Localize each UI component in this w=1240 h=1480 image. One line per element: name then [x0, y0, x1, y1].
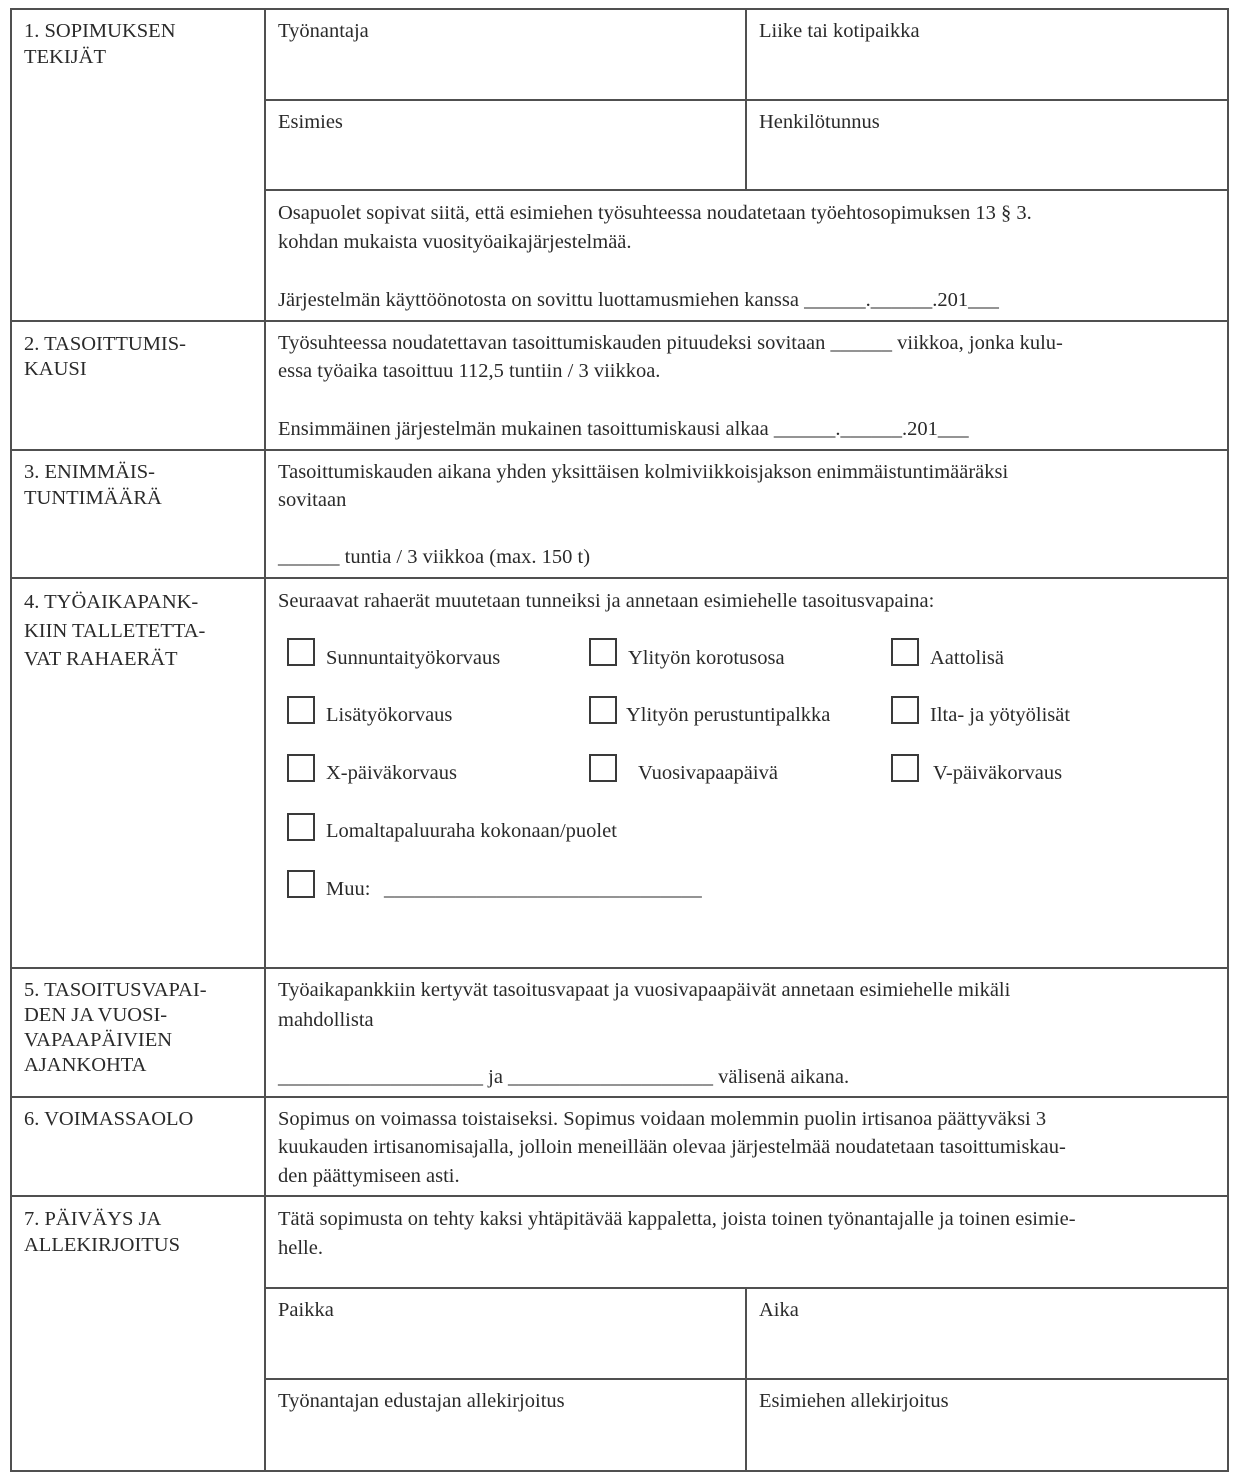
section-2-heading: 2. TASOITTUMIS-: [24, 333, 186, 355]
extra-work-checkbox[interactable]: [287, 696, 315, 724]
section-5-heading: 5. TASOITUSVAPAI-: [24, 979, 207, 1001]
section-divider: [10, 1096, 1229, 1098]
section-3-text: Tasoittumiskauden aikana yhden yksittäisen kolmiviikkoisjakson enimmäistuntimääräksi: [278, 461, 1009, 483]
section-6-text: kuukauden irtisanomisajalla, jolloin meneillään olevaa järjestelmää noudatetaan tasoittumiskau-: [278, 1136, 1066, 1158]
overtime-increment-checkbox[interactable]: [589, 638, 617, 666]
sunday-work-checkbox[interactable]: [287, 638, 315, 666]
checkbox-label: Vuosivapaapäivä: [638, 762, 778, 784]
place-field-label: Paikka: [278, 1299, 334, 1321]
frame-left-border: [10, 8, 12, 1472]
supervisor-signature-label: Esimiehen allekirjoitus: [759, 1390, 949, 1412]
period-range-line: ____________________ ja ____________________ välisenä aikana.: [278, 1066, 850, 1088]
section-2-start-date-line: Ensimmäinen järjestelmän mukainen tasoittumiskausi alkaa ______.______.201___: [278, 418, 969, 440]
overtime-base-pay-checkbox[interactable]: [589, 696, 617, 724]
section-1-text: Osapuolet sopivat siitä, että esimiehen työsuhteessa noudatetaan työehtosopimuksen 13 § 3.: [278, 202, 1032, 224]
section-2-heading: KAUSI: [24, 358, 87, 380]
section-1-date-line: Järjestelmän käyttöönotosta on sovittu luottamusmiehen kanssa ______.______.201___: [278, 289, 999, 311]
eve-bonus-checkbox[interactable]: [891, 638, 919, 666]
checkbox-label: Sunnuntaityökorvaus: [326, 647, 501, 669]
section-5-heading: VAPAAPÄIVIEN: [24, 1029, 173, 1051]
checkbox-label: Ylityön perustuntipalkka: [626, 704, 831, 726]
location-field[interactable]: [747, 48, 1226, 98]
employer-signature-label: Työnantajan edustajan allekirjoitus: [278, 1390, 565, 1412]
section-1-heading: 1. SOPIMUKSEN TEKIJÄT: [24, 20, 176, 68]
time-field[interactable]: [747, 1327, 1226, 1377]
section-7-text: helle.: [278, 1237, 323, 1259]
section-divider: [10, 577, 1229, 579]
frame-top-border: [10, 8, 1229, 10]
section-7-heading: ALLEKIRJOITUS: [24, 1234, 181, 1256]
supervisor-signature-field[interactable]: [747, 1418, 1226, 1469]
section-3-heading: TUNTIMÄÄRÄ: [24, 487, 162, 509]
section-4-heading: KIIN TALLETETTA-: [24, 620, 206, 642]
section-divider: [10, 320, 1229, 322]
max-hours-line: ______ tuntia / 3 viikkoa (max. 150 t): [278, 546, 591, 568]
section-2-text: essa työaika tasoittuu 112,5 tuntiin / 3 viikkoa.: [278, 360, 661, 382]
checkbox-label: Ilta- ja yötyölisät: [930, 704, 1071, 726]
personal-id-field[interactable]: [747, 139, 1226, 188]
section-3-text: sovitaan: [278, 489, 347, 511]
x-day-checkbox[interactable]: [287, 754, 315, 782]
other-checkbox[interactable]: [287, 870, 315, 898]
checkbox-label: Muu:: [326, 878, 371, 900]
personal-id-field-label: Henkilötunnus: [759, 111, 880, 133]
checkbox-label: X-päiväkorvaus: [326, 762, 457, 784]
evening-night-checkbox[interactable]: [891, 696, 919, 724]
section-4-intro: Seuraavat rahaerät muutetaan tunneiksi ja annetaan esimiehelle tasoitusvapaina:: [278, 590, 935, 612]
checkbox-label: Aattolisä: [930, 647, 1005, 669]
employer-signature-field[interactable]: [266, 1418, 744, 1469]
annual-day-off-checkbox[interactable]: [589, 754, 617, 782]
frame-bottom-border: [10, 1470, 1229, 1472]
section-5-heading: DEN JA VUOSI-: [24, 1004, 168, 1026]
section-7-heading: 7. PÄIVÄYS JA: [24, 1208, 162, 1230]
section-2-text: Työsuhteessa noudatettavan tasoittumiskauden pituudeksi sovitaan ______ viikkoa, jonka kulu-: [278, 332, 1063, 354]
section-6-text: den päättymiseen asti.: [278, 1165, 460, 1187]
section-1-text: kohdan mukaista vuosityöaikajärjestelmää.: [278, 231, 632, 253]
checkbox-label: Lisätyökorvaus: [326, 704, 453, 726]
section-divider: [10, 967, 1229, 969]
employer-field-label: Työnantaja: [278, 20, 369, 42]
section-5-text: Työaikapankkiin kertyvät tasoitusvapaat ja vuosivapaapäivät annetaan esimiehelle mikäli: [278, 979, 1011, 1001]
employer-field[interactable]: [266, 48, 744, 98]
v-day-checkbox[interactable]: [891, 754, 919, 782]
section-divider: [10, 1195, 1229, 1197]
supervisor-field[interactable]: [266, 139, 744, 188]
section-divider: [10, 449, 1229, 451]
section-7-text: Tätä sopimusta on tehty kaksi yhtäpitävää kappaletta, joista toinen työnantajalle ja toinen esimie-: [278, 1208, 1076, 1230]
holiday-return-pay-checkbox[interactable]: [287, 813, 315, 841]
section-3-heading: 3. ENIMMÄIS-: [24, 461, 155, 483]
supervisor-field-label: Esimies: [278, 111, 343, 133]
section-4-heading: 4. TYÖAIKAPANK-: [24, 591, 199, 613]
checkbox-label: Ylityön korotusosa: [628, 647, 785, 669]
place-field[interactable]: [266, 1327, 744, 1377]
location-field-label: Liike tai kotipaikka: [759, 20, 920, 42]
label-column-divider: [264, 8, 266, 1472]
section-5-text: mahdollista: [278, 1009, 374, 1031]
section-6-heading: 6. VOIMASSAOLO: [24, 1108, 194, 1130]
section-5-heading: AJANKOHTA: [24, 1054, 147, 1076]
checkbox-label: Lomaltapaluuraha kokonaan/puolet: [326, 820, 617, 842]
time-field-label: Aika: [759, 1299, 799, 1321]
section-6-text: Sopimus on voimassa toistaiseksi. Sopimus voidaan molemmin puolin irtisanoa päättyväksi 3: [278, 1108, 1047, 1130]
frame-right-border: [1227, 8, 1229, 1472]
section-4-heading: VAT RAHAERÄT: [24, 648, 178, 670]
checkbox-label: V-päiväkorvaus: [933, 762, 1063, 784]
other-text-field[interactable]: _______________________________: [384, 878, 702, 900]
